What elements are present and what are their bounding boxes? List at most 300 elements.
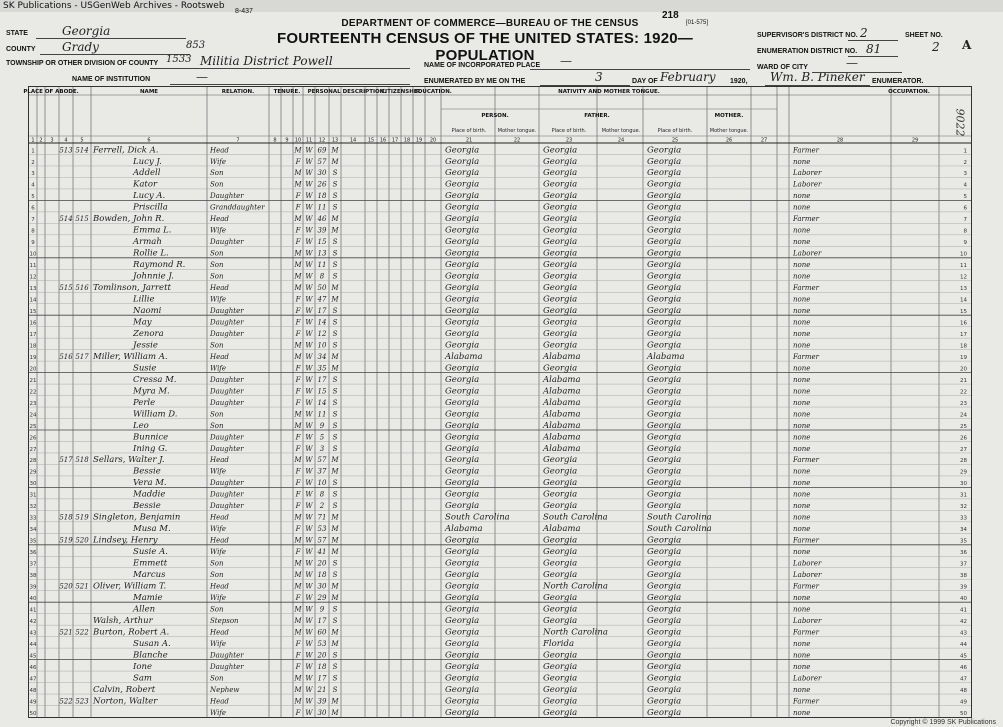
occupation: none <box>793 203 811 212</box>
occupation: Farmer <box>793 284 820 293</box>
row-number-right: 24 <box>960 412 967 419</box>
race: W <box>305 467 313 476</box>
row-number-right: 41 <box>960 607 967 614</box>
marital-status: S <box>332 180 338 189</box>
occupation: Farmer <box>793 536 820 545</box>
row-number: 17 <box>29 331 37 338</box>
race: W <box>305 249 313 258</box>
father-tongue-header: Mother tongue. <box>601 128 641 134</box>
father-birthplace: Alabama <box>543 397 581 408</box>
row-number-right: 19 <box>960 354 967 361</box>
sex: F <box>295 444 301 453</box>
father-birthplace: Alabama <box>543 374 581 385</box>
mother-birthplace: Georgia <box>647 478 682 489</box>
marital-status: S <box>332 479 338 488</box>
race: W <box>305 490 313 499</box>
row-number: 11 <box>29 263 37 270</box>
birthplace: Georgia <box>445 684 480 695</box>
father-birthplace: Georgia <box>543 191 578 202</box>
occupation: none <box>793 433 811 442</box>
relation: Stepson <box>210 616 239 625</box>
census-title: FOURTEENTH CENSUS OF THE UNITED STATES: 1920—POPULATION <box>277 30 693 64</box>
relation: Son <box>210 571 224 580</box>
age: 12 <box>317 329 327 338</box>
age: 57 <box>317 157 327 166</box>
father-birthplace: Georgia <box>543 317 578 328</box>
sex: F <box>295 157 301 166</box>
marital-status: S <box>332 398 338 407</box>
mother-birthplace: Georgia <box>647 420 682 431</box>
occupation: none <box>793 594 811 602</box>
occupation: Laborer <box>793 616 822 625</box>
birthplace: Georgia <box>445 386 480 397</box>
enum-district-value: 81 <box>866 42 882 56</box>
birthplace: Georgia <box>445 478 480 489</box>
sex: F <box>295 398 301 407</box>
person-name: Zenora <box>133 328 164 339</box>
sex: M <box>294 582 302 591</box>
row-number: 44 <box>29 641 37 648</box>
sex: M <box>294 352 302 361</box>
occupation: Farmer <box>793 697 820 706</box>
relation: Wife <box>210 157 227 166</box>
relation: Son <box>210 674 224 683</box>
supervisor-value: 2 <box>860 26 868 40</box>
sex: F <box>295 203 301 212</box>
person-name: Myra M. <box>133 386 170 397</box>
mother-birthplace: Georgia <box>647 340 682 351</box>
age: 34 <box>317 352 327 361</box>
relation: Son <box>210 272 224 281</box>
row-number: 46 <box>29 664 37 671</box>
relation: Wife <box>210 467 227 476</box>
dwelling-number: 517 <box>59 456 73 465</box>
person-name: Ione <box>133 661 152 672</box>
row-number-right: 6 <box>963 205 967 212</box>
row-number-right: 13 <box>960 286 967 293</box>
column-number: 20 <box>429 137 437 144</box>
age: 11 <box>317 410 327 419</box>
row-number: 9 <box>31 240 35 247</box>
sex: F <box>295 708 301 717</box>
institution-value: — <box>196 70 208 84</box>
occupation: none <box>793 261 811 270</box>
age: 35 <box>317 364 327 373</box>
sex: M <box>294 571 302 580</box>
person-name: Walsh, Arthur <box>93 615 153 626</box>
family-number: 515 <box>75 215 89 224</box>
family-number: 517 <box>75 352 89 361</box>
race: W <box>305 525 313 534</box>
sex: F <box>295 226 301 235</box>
relation: Head <box>210 456 229 465</box>
mother-birthplace: Georgia <box>647 386 682 397</box>
marital-status: M <box>331 548 339 557</box>
name-header: NAME <box>139 89 159 95</box>
occupation: none <box>793 307 811 315</box>
occupation: none <box>793 421 811 430</box>
marital-status: M <box>331 594 339 602</box>
marital-status: M <box>331 639 339 648</box>
marital-status: S <box>332 329 338 338</box>
sex: F <box>295 651 301 660</box>
ward-value: — <box>846 56 858 70</box>
family-number: 519 <box>75 513 89 522</box>
column-number: 25 <box>671 137 679 144</box>
father-birthplace: Georgia <box>543 294 578 305</box>
occupation: none <box>793 375 811 384</box>
row-number-right: 42 <box>960 618 967 625</box>
mother-birthplace: Georgia <box>647 328 682 339</box>
mother-birthplace: Georgia <box>647 363 682 374</box>
occupation: none <box>793 708 811 717</box>
father-birthplace: Georgia <box>543 593 578 603</box>
marital-status: S <box>332 192 338 201</box>
mother-birthplace: Georgia <box>647 294 682 305</box>
mother-birthplace: Georgia <box>647 432 682 443</box>
place-of-abode-header: PLACE OF ABODE. <box>23 89 79 95</box>
marital-status: S <box>332 375 338 384</box>
sheet-label: SHEET NO. <box>905 32 943 39</box>
marital-status: S <box>332 502 338 511</box>
person-name: Johnnie J. <box>133 271 174 282</box>
relation: Wife <box>210 548 227 557</box>
row-number-right: 31 <box>960 492 967 499</box>
row-number-right: 15 <box>960 309 967 315</box>
marital-status: M <box>331 284 339 293</box>
marital-status: S <box>332 387 338 396</box>
township-number: 1533 <box>166 54 192 65</box>
age: 57 <box>317 536 327 545</box>
race: W <box>305 605 313 614</box>
row-number-right: 1 <box>963 148 967 155</box>
race: W <box>305 157 313 166</box>
relation: Head <box>210 536 229 545</box>
row-number: 4 <box>31 182 35 189</box>
birthplace: Georgia <box>445 443 480 454</box>
race: W <box>305 502 313 511</box>
father-birthplace: Georgia <box>543 707 578 718</box>
age: 11 <box>317 203 327 212</box>
marital-status: S <box>332 341 338 350</box>
marital-status: S <box>332 203 338 212</box>
birthplace: Georgia <box>445 409 480 420</box>
birthplace: Georgia <box>445 627 480 638</box>
row-number: 43 <box>29 630 37 637</box>
age: 20 <box>317 559 327 568</box>
race: W <box>305 226 313 235</box>
column-number: 26 <box>725 137 733 144</box>
birthplace: Georgia <box>445 673 480 684</box>
marital-status: M <box>331 467 339 476</box>
sex: F <box>295 318 301 327</box>
sex: M <box>294 341 302 350</box>
relation: Son <box>210 605 224 614</box>
row-number-right: 46 <box>960 664 967 671</box>
column-number: 11 <box>305 137 313 144</box>
mother-birthplace: Georgia <box>647 489 682 500</box>
occupation: Laborer <box>793 674 822 683</box>
relation: Daughter <box>210 192 244 201</box>
row-number-right: 37 <box>960 561 967 568</box>
father-birthplace: Alabama <box>543 420 581 431</box>
age: 21 <box>317 685 327 694</box>
relation: Son <box>210 341 224 350</box>
sex: F <box>295 594 301 602</box>
column-number: 15 <box>367 137 375 144</box>
row-number-right: 22 <box>960 389 967 396</box>
age: 8 <box>319 272 325 281</box>
race: W <box>305 421 313 430</box>
row-number: 50 <box>29 710 37 717</box>
age: 57 <box>317 456 327 465</box>
family-number: 521 <box>75 582 89 591</box>
occupation: none <box>793 295 811 304</box>
enumerated-label: ENUMERATED BY ME ON THE <box>424 78 526 85</box>
row-number: 31 <box>29 492 37 499</box>
row-number-right: 9 <box>963 240 967 247</box>
father-birthplace: Georgia <box>543 202 578 213</box>
race: W <box>305 146 313 155</box>
mother-birthplace: Georgia <box>647 661 682 672</box>
race: W <box>305 674 313 683</box>
occupation: none <box>793 329 811 338</box>
row-number: 26 <box>29 435 37 442</box>
mother-birthplace: Georgia <box>647 638 682 649</box>
race: W <box>305 616 313 625</box>
person-name: Burton, Robert A. <box>93 627 170 638</box>
race: W <box>305 433 313 442</box>
row-number-right: 48 <box>960 687 967 694</box>
age: 10 <box>317 341 327 350</box>
marital-status: S <box>332 605 338 614</box>
enumerated-month: February <box>660 70 716 84</box>
marital-status: M <box>331 456 339 465</box>
father-birthplace: Georgia <box>543 214 578 225</box>
marital-status: S <box>332 433 338 442</box>
sex: F <box>295 662 301 671</box>
column-number: 21 <box>465 137 473 144</box>
marital-status: S <box>332 318 338 327</box>
father-birthplace: Georgia <box>543 363 578 374</box>
age: 41 <box>317 548 327 557</box>
row-number-right: 33 <box>960 515 967 522</box>
sex: F <box>295 433 301 442</box>
relation: Wife <box>210 594 227 602</box>
sex: M <box>294 272 302 281</box>
mother-birthplace: Georgia <box>647 168 682 179</box>
row-number-right: 16 <box>960 320 967 327</box>
marital-status: S <box>332 444 338 453</box>
mother-birthplace: Georgia <box>647 237 682 248</box>
age: 30 <box>317 708 327 717</box>
district-number: 853 <box>186 40 206 51</box>
mother-birthplace: Georgia <box>647 317 682 328</box>
mother-birthplace: Georgia <box>647 501 682 512</box>
age: 14 <box>317 398 327 407</box>
birthplace: Georgia <box>445 328 480 339</box>
relation: Head <box>210 284 229 293</box>
father-birthplace: Georgia <box>543 604 578 615</box>
row-number: 2 <box>31 159 35 166</box>
sex: M <box>294 421 302 430</box>
dwelling-number: 516 <box>59 352 73 361</box>
birthplace: Georgia <box>445 570 480 581</box>
relation-header: RELATION. <box>221 89 255 95</box>
sex: M <box>294 146 302 155</box>
row-number-right: 50 <box>960 710 967 717</box>
race: W <box>305 329 313 338</box>
father-birthplace: Georgia <box>543 696 578 707</box>
occupation: none <box>793 525 811 534</box>
relation: Daughter <box>210 651 244 660</box>
marital-status: M <box>331 146 339 155</box>
mother-birthplace: South Carolina <box>647 524 712 535</box>
marital-status: M <box>331 295 339 304</box>
race: W <box>305 364 313 373</box>
mother-birthplace: Georgia <box>647 707 682 718</box>
birthplace: Georgia <box>445 145 480 156</box>
row-number: 19 <box>29 354 37 361</box>
occupation: none <box>793 605 811 614</box>
relation: Son <box>210 421 224 430</box>
person-header: PERSON. <box>481 113 509 119</box>
person-name: Armah <box>133 237 162 248</box>
row-number: 22 <box>29 389 37 396</box>
marital-status: M <box>331 628 339 637</box>
mother-birthplace: Georgia <box>647 684 682 695</box>
row-number: 38 <box>29 573 37 580</box>
row-number-right: 23 <box>960 400 967 407</box>
person-name: Norton, Walter <box>93 696 158 707</box>
birthplace: Georgia <box>445 225 480 236</box>
row-number-right: 18 <box>960 343 967 350</box>
row-number-right: 29 <box>960 469 967 476</box>
row-number-right: 28 <box>960 458 967 465</box>
supervisor-label: SUPERVISOR'S DISTRICT NO. <box>757 32 858 39</box>
column-number: 6 <box>147 137 151 144</box>
census-grid <box>23 87 971 718</box>
birthplace: Georgia <box>445 374 480 385</box>
row-number: 27 <box>29 446 37 453</box>
birthplace: Georgia <box>445 696 480 707</box>
occupation: none <box>793 341 811 350</box>
sex: M <box>294 605 302 614</box>
father-birthplace: Georgia <box>543 237 578 248</box>
race: W <box>305 318 313 327</box>
row-number: 15 <box>29 309 37 315</box>
row-number-right: 35 <box>960 538 967 545</box>
marital-status: S <box>332 261 338 270</box>
row-number: 29 <box>29 469 37 476</box>
age: 11 <box>317 261 327 270</box>
row-number-right: 49 <box>960 699 967 706</box>
relation: Daughter <box>210 502 244 511</box>
occupation: Farmer <box>793 582 820 591</box>
age: 37 <box>317 467 327 476</box>
county-label: COUNTY <box>6 46 36 53</box>
birthplace: Georgia <box>445 455 480 466</box>
age: 5 <box>319 433 325 442</box>
row-number-right: 4 <box>963 182 967 189</box>
birthplace: Georgia <box>445 397 480 408</box>
race: W <box>305 685 313 694</box>
sex: M <box>294 616 302 625</box>
row-number-right: 14 <box>960 297 967 304</box>
relation: Son <box>210 261 224 270</box>
relation: Head <box>210 215 229 224</box>
mother-birthplace: Georgia <box>647 145 682 156</box>
mother-header: MOTHER. <box>714 113 744 119</box>
mother-birthplace: Georgia <box>647 627 682 638</box>
person-name: Singleton, Benjamin <box>93 512 181 523</box>
age: 60 <box>317 628 327 637</box>
incorporated-label: NAME OF INCORPORATED PLACE <box>424 62 541 69</box>
state-value: Georgia <box>62 24 111 38</box>
mother-birthplace: Georgia <box>647 673 682 684</box>
age: 2 <box>319 502 325 511</box>
birthplace: Georgia <box>445 237 480 248</box>
occupation: none <box>793 548 811 557</box>
family-number: 518 <box>75 456 89 465</box>
mother-birthplace: Georgia <box>647 179 682 190</box>
mother-birthplace: Georgia <box>647 466 682 477</box>
birthplace: Georgia <box>445 593 480 603</box>
occupation: Laborer <box>793 571 822 580</box>
row-number: 28 <box>29 458 37 465</box>
sex: F <box>295 364 301 373</box>
township-name: Militia District Powell <box>200 54 333 68</box>
row-number-right: 5 <box>963 194 967 201</box>
row-number: 45 <box>29 653 37 660</box>
person-name: Bowden, John R. <box>93 214 165 225</box>
column-number: 13 <box>331 137 339 144</box>
person-name: May <box>133 317 152 328</box>
nativity-header: NATIVITY AND MOTHER TONGUE. <box>558 89 660 95</box>
column-number: 7 <box>236 137 240 144</box>
race: W <box>305 169 313 178</box>
dwelling-number: 518 <box>59 513 73 522</box>
mother-birthplace: Georgia <box>647 271 682 282</box>
relation: Daughter <box>210 398 244 407</box>
marital-status: M <box>331 582 339 591</box>
row-number: 40 <box>29 596 37 602</box>
mother-birthplace: Georgia <box>647 225 682 236</box>
race: W <box>305 479 313 488</box>
father-birthplace: Georgia <box>543 271 578 282</box>
row-number-right: 26 <box>960 435 967 442</box>
occupation: none <box>793 513 811 522</box>
person-name: Perle <box>133 397 156 408</box>
person-name: William D. <box>133 409 178 420</box>
father-birthplace: Georgia <box>543 168 578 179</box>
relation: Wife <box>210 295 227 304</box>
row-number-right: 12 <box>960 274 967 281</box>
father-birthplace: Alabama <box>543 386 581 397</box>
mother-birthplace: Georgia <box>647 696 682 707</box>
person-birthplace-header: Place of birth. <box>451 128 487 134</box>
father-header: FATHER. <box>584 113 610 119</box>
column-number: 12 <box>318 137 326 144</box>
person-name: Sellars, Walter J. <box>93 455 165 466</box>
occupation: none <box>793 662 811 671</box>
row-number: 1 <box>31 148 35 155</box>
occupation: none <box>793 639 811 648</box>
row-number-right: 40 <box>960 596 967 602</box>
row-number: 34 <box>29 527 37 534</box>
column-number: 14 <box>349 137 357 144</box>
family-number: 522 <box>75 628 89 637</box>
